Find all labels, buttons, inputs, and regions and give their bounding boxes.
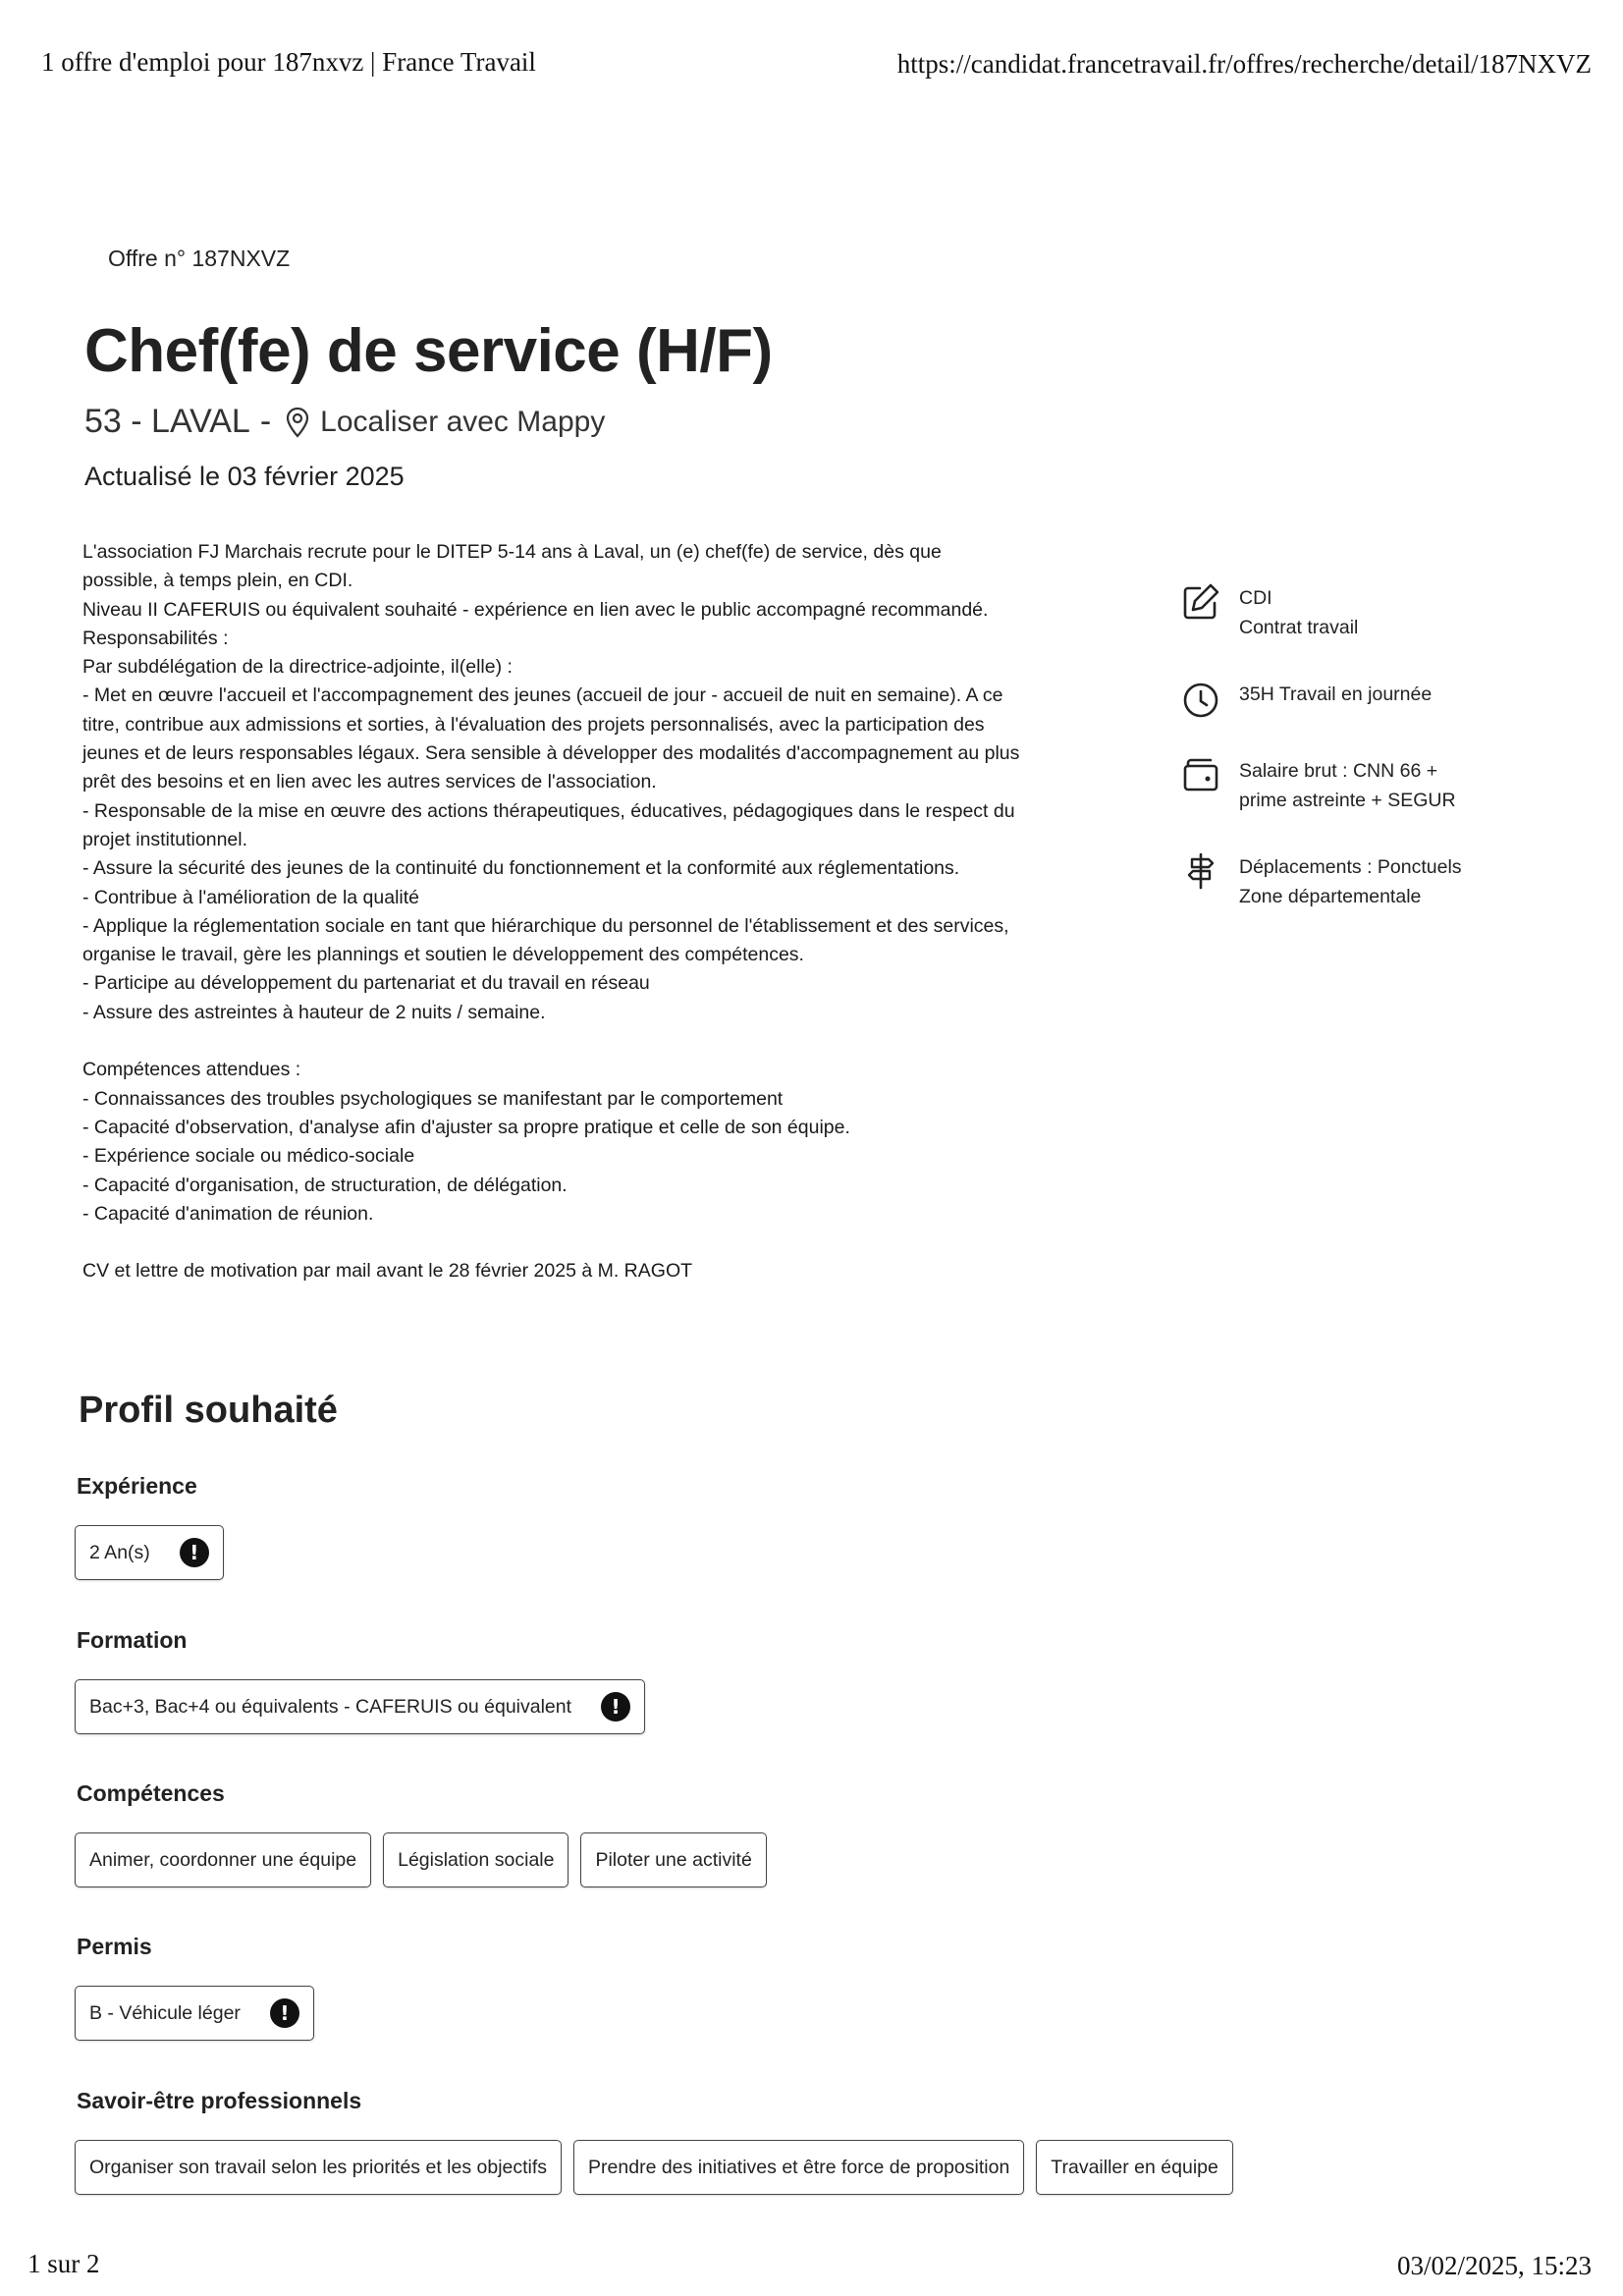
experience-chips xyxy=(75,1525,224,1580)
description-line: Par subdélégation de la directrice-adjointe, il(elle) : xyxy=(82,656,513,679)
description-line: - Capacité d'observation, d'analyse afin d'ajuster sa propre pratique et celle de son équipe. xyxy=(82,1116,850,1138)
summary-contract xyxy=(1180,581,1534,642)
description-line: - Assure des astreintes à hauteur de 2 nuits / semaine. xyxy=(82,1001,546,1023)
permis-label: Permis xyxy=(77,1934,152,1959)
offer-description xyxy=(82,538,1055,1286)
summary-line: prime astreinte + SEGUR xyxy=(1239,790,1456,811)
competences-chips xyxy=(75,1832,767,1887)
savoir-etre-chip[interactable] xyxy=(75,2140,562,2195)
offer-location xyxy=(84,403,605,441)
permis-chip[interactable] xyxy=(75,1986,314,2041)
description-line: - Participe au développement du partenariat et du travail en réseau xyxy=(82,972,650,995)
summary-line: Déplacements : Ponctuels xyxy=(1239,856,1462,878)
description-line: CV et lettre de motivation par mail avant le 28 février 2025 à M. RAGOT xyxy=(82,1260,693,1283)
print-header-url: https://candidat.francetravail.fr/offres/recherche/detail/187NXVZ xyxy=(896,49,1592,79)
description-line: - Contribue à l'amélioration de la qualité xyxy=(82,886,420,908)
summary-line: Zone départementale xyxy=(1239,886,1422,907)
description-line: - Expérience sociale ou médico-sociale xyxy=(82,1145,415,1168)
edit-icon xyxy=(1180,581,1221,623)
formation-chips xyxy=(75,1679,645,1734)
summary-salary xyxy=(1180,754,1534,815)
location-separator: - xyxy=(259,403,272,440)
summary-travel xyxy=(1180,850,1534,911)
formation-label: Formation xyxy=(77,1627,188,1653)
page-title: Chef(fe) de service (H/F) xyxy=(84,317,773,385)
savoir-etre-chip[interactable] xyxy=(573,2140,1024,2195)
offer-summary xyxy=(1180,581,1534,947)
chip-label: Piloter une activité xyxy=(595,1848,752,1871)
description-line: L'association FJ Marchais recrute pour le DITEP 5-14 ans à Laval, un (e) chef(fe) de service, dès que xyxy=(82,541,942,563)
summary-line: CDI xyxy=(1239,587,1272,609)
clock-icon xyxy=(1180,678,1221,719)
formation-chip[interactable] xyxy=(75,1679,645,1734)
wallet-icon xyxy=(1180,754,1221,795)
print-header-title: 1 offre d'emploi pour 187nxvz | France Travail xyxy=(41,47,536,77)
description-line: Responsabilités : xyxy=(82,627,229,649)
competence-chip[interactable] xyxy=(75,1832,371,1887)
profile-heading: Profil souhaité xyxy=(79,1390,338,1431)
chip-label: Bac+3, Bac+4 ou équivalents - CAFERUIS ou équivalent xyxy=(89,1695,572,1718)
description-line xyxy=(82,1027,1055,1056)
description-line: Compétences attendues : xyxy=(82,1059,301,1081)
warning-icon[interactable]: ! xyxy=(180,1538,209,1567)
description-line: - Connaissances des troubles psychologiques se manifestant par le comportement xyxy=(82,1087,784,1110)
mappy-link[interactable]: Localiser avec Mappy xyxy=(320,405,606,438)
summary-hours xyxy=(1180,678,1534,719)
summary-line: Contrat travail xyxy=(1239,617,1359,638)
summary-line: Salaire brut : CNN 66 + xyxy=(1239,760,1438,782)
description-line: - Applique la réglementation sociale en tant que hiérarchique du personnel de l'établissement et des services, xyxy=(82,914,1009,937)
description-line: organise le travail, gère les plannings et soutien le développement des compétences. xyxy=(82,944,804,966)
signpost-icon xyxy=(1180,850,1221,892)
description-line: titre, contribue aux admissions et sorties, à l'évaluation des projets personnalisés, avec la participation des xyxy=(82,713,985,736)
description-line: jeunes et de leurs responsables légaux. Sera sensible à développer des modalités d'accompagnement au plus xyxy=(82,742,1020,765)
map-pin-icon[interactable] xyxy=(285,407,310,438)
competence-chip[interactable] xyxy=(383,1832,568,1887)
warning-icon[interactable]: ! xyxy=(601,1692,630,1722)
description-line: possible, à temps plein, en CDI. xyxy=(82,570,353,592)
chip-label: Travailler en équipe xyxy=(1051,2156,1218,2178)
chip-label: Législation sociale xyxy=(398,1848,555,1871)
offer-number: Offre n° 187NXVZ xyxy=(108,246,291,271)
savoir-etre-chips xyxy=(75,2140,1233,2195)
description-line: Niveau II CAFERUIS ou équivalent souhaité - expérience en lien avec le public accompagné recommandé. xyxy=(82,598,989,621)
competences-label: Compétences xyxy=(77,1780,225,1806)
description-line: - Capacité d'animation de réunion. xyxy=(82,1202,374,1225)
description-line: prêt des besoins et en lien avec les autres services de l'association. xyxy=(82,771,657,793)
location-text: 53 - LAVAL xyxy=(84,403,250,440)
warning-icon[interactable]: ! xyxy=(270,1998,299,2028)
experience-label: Expérience xyxy=(77,1473,197,1499)
permis-chips xyxy=(75,1986,314,2041)
description-line: - Met en œuvre l'accueil et l'accompagnement des jeunes (accueil de jour - accueil de nuit en semaine). A ce xyxy=(82,684,1003,707)
chip-label: B - Véhicule léger xyxy=(89,2001,241,2024)
chip-label: Animer, coordonner une équipe xyxy=(89,1848,357,1871)
description-line: - Capacité d'organisation, de structuration, de délégation. xyxy=(82,1174,568,1196)
print-footer-datetime: 03/02/2025, 15:23 xyxy=(1396,2251,1592,2280)
description-line xyxy=(82,1229,1055,1257)
competence-chip[interactable] xyxy=(580,1832,766,1887)
chip-label: Organiser son travail selon les priorités et les objectifs xyxy=(89,2156,548,2178)
print-footer-page: 1 sur 2 xyxy=(27,2249,100,2278)
savoir-etre-chip[interactable] xyxy=(1036,2140,1233,2195)
description-line: - Assure la sécurité des jeunes de la continuité du fonctionnement et la conformité aux réglementations. xyxy=(82,857,960,880)
description-line: - Responsable de la mise en œuvre des actions thérapeutiques, éducatives, pédagogiques dans le respect du xyxy=(82,799,1015,822)
updated-date: Actualisé le 03 février 2025 xyxy=(84,462,405,491)
chip-label: Prendre des initiatives et être force de proposition xyxy=(588,2156,1010,2178)
experience-chip[interactable] xyxy=(75,1525,224,1580)
chip-label: 2 An(s) xyxy=(89,1541,150,1563)
savoir-etre-label: Savoir-être professionnels xyxy=(77,2088,362,2113)
summary-line: 35H Travail en journée xyxy=(1239,683,1433,705)
description-line: projet institutionnel. xyxy=(82,828,248,850)
